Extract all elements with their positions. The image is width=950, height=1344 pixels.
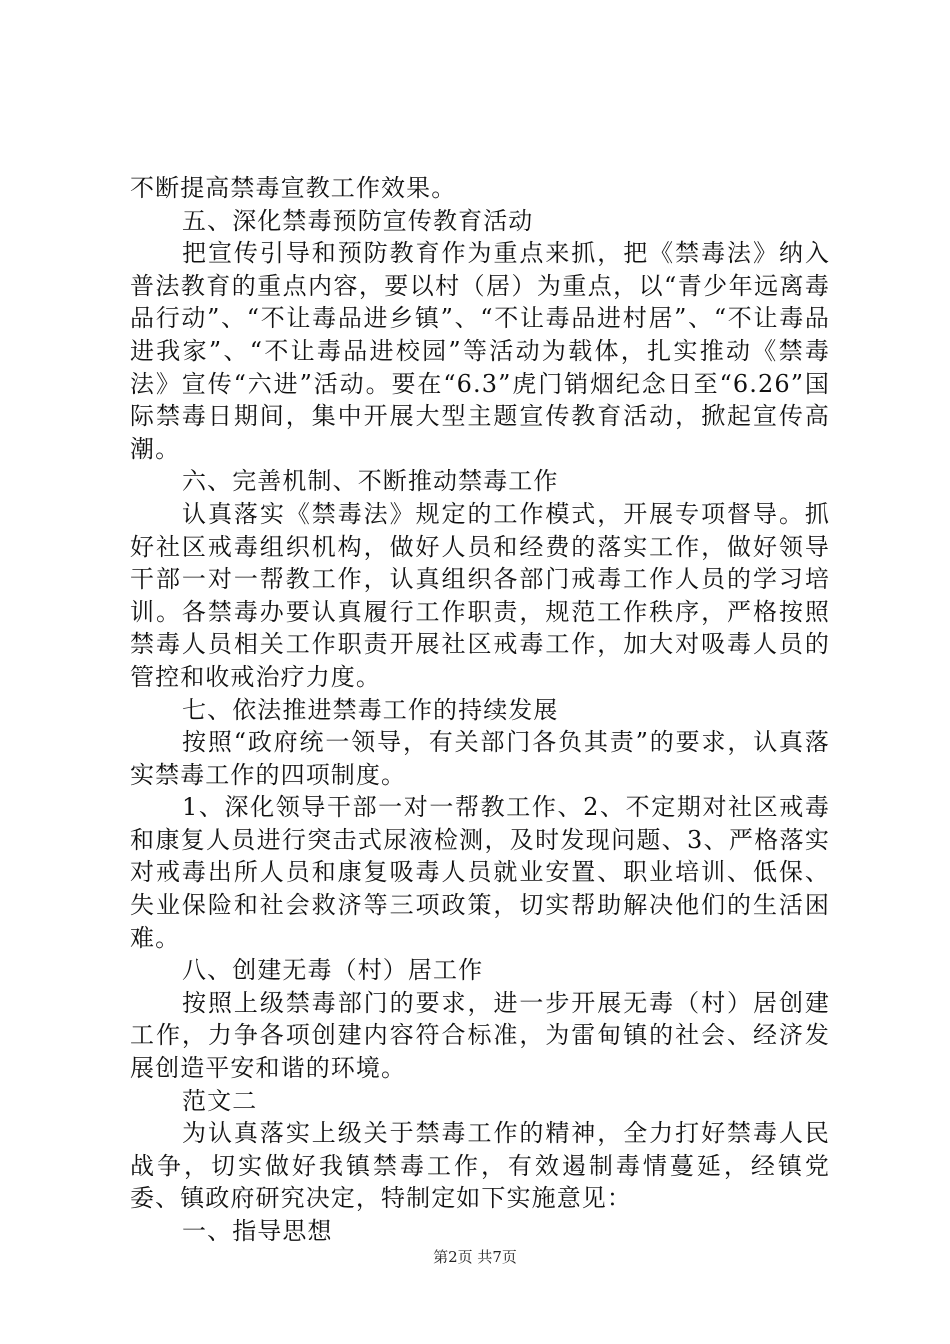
paragraph: 一、指导思想 bbox=[182, 1217, 333, 1245]
paragraph: 认真落实《禁毒法》规定的工作模式，开展专项督导。抓好社区戒毒组织机构，做好人员和经费的落实工作，做好领导干部一对一帮教工作，认真组织各部门戒毒工作人员的学习培训。各禁毒办要认真履行工作职责，规范工作秩序，严格按照禁毒人员相关工作职责开展社区戒毒工作，加大对吸毒人员的管控和收戒治疗力度。 bbox=[130, 499, 830, 691]
paragraph: 八、创建无毒（村）居工作 bbox=[182, 956, 484, 985]
paragraph: 把宣传引导和预防教育作为重点来抓，把《禁毒法》纳入普法教育的重点内容，要以村（居）为重点，以“青少年远离毒品行动”、“不让毒品进乡镇”、“不让毒品进村居”、“不让毒品进我家”、“不让毒品进校园”等活动为载体，扎实推动《禁毒法》宣传“六进”活动。要在“6.3”虎门销烟纪念日至“6.26”国际禁毒日期间，集中开展大型主题宣传教育活动，掀起宣传高潮。 bbox=[130, 239, 830, 463]
paragraph: 按照上级禁毒部门的要求，进一步开展无毒（村）居创建工作，力争各项创建内容符合标准，为雷甸镇的社会、经济发展创造平安和谐的环境。 bbox=[130, 988, 830, 1083]
paragraph: 七、依法推进禁毒工作的持续发展 bbox=[182, 695, 559, 724]
paragraph: 1、深化领导干部一对一帮教工作、2、不定期对社区戒毒和康复人员进行突击式尿液检测，及时发现问题、3、严格落实对戒毒出所人员和康复吸毒人员就业安置、职业培训、低保、失业保险和社会救济等三项政策，切实帮助解决他们的生活困难。 bbox=[130, 793, 830, 952]
paragraph: 不断提高禁毒宣教工作效果。 bbox=[130, 174, 457, 202]
paragraph: 按照“政府统一领导，有关部门各负其责”的要求，认真落实禁毒工作的四项制度。 bbox=[130, 728, 830, 789]
document-body bbox=[130, 172, 830, 1248]
paragraph: 六、完善机制、不断推动禁毒工作 bbox=[182, 467, 559, 496]
paragraph: 五、深化禁毒预防宣传教育活动 bbox=[182, 206, 534, 235]
paragraph: 范文二 bbox=[182, 1086, 258, 1115]
paragraph: 为认真落实上级关于禁毒工作的精神，全力打好禁毒人民战争，切实做好我镇禁毒工作，有效遏制毒情蔓延，经镇党委、镇政府研究决定，特制定如下实施意见： bbox=[130, 1119, 830, 1213]
page-footer: 第2页 共7页 bbox=[433, 1248, 517, 1266]
